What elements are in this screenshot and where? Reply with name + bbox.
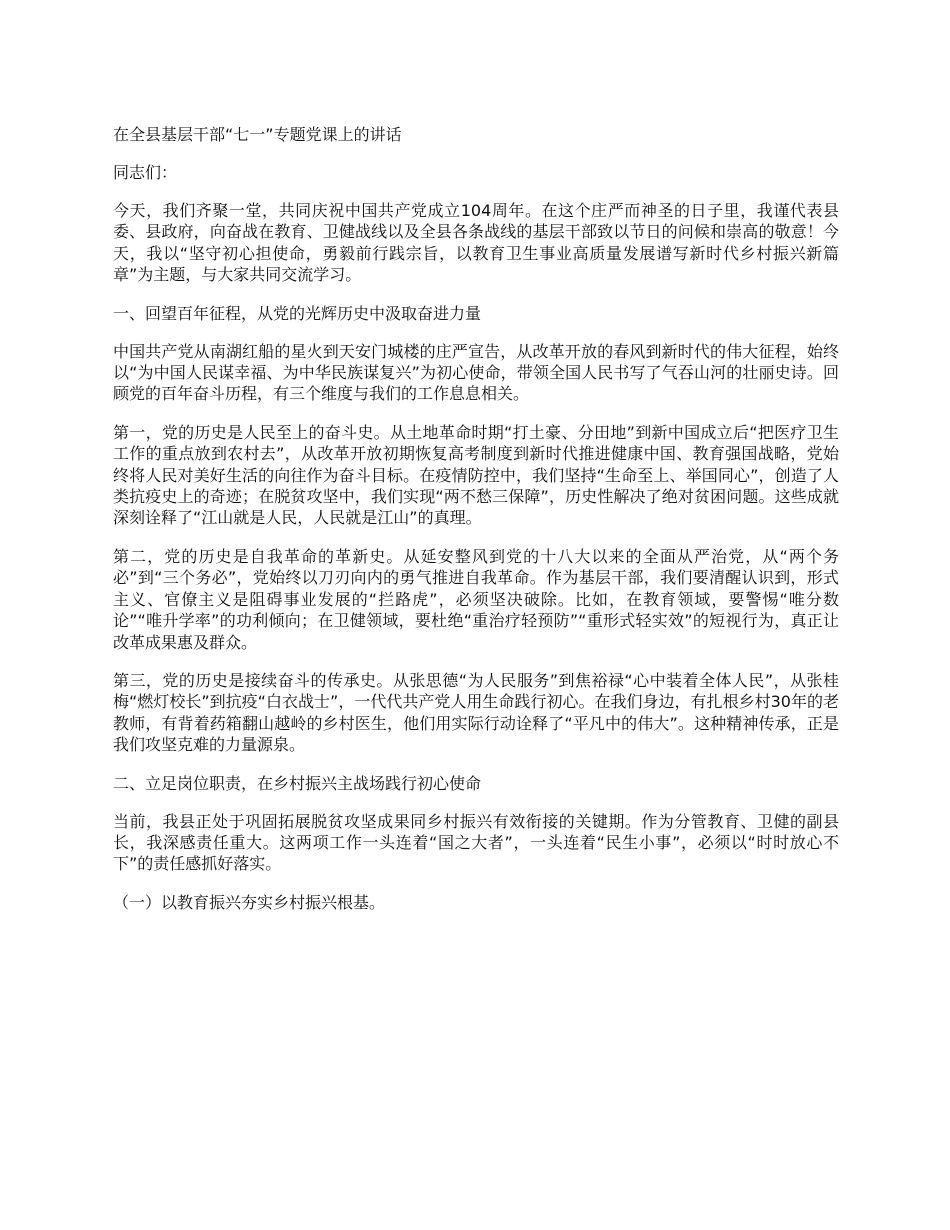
salutation: 同志们： xyxy=(113,163,178,182)
section-1-paragraph-3: 第二，党的历史是自我革命的革新史。从延安整风到党的十八大以来的全面从严治党，从“两个务必”到“三个务必”，党始终以刀刃向内的勇气推进自我革命。作为基层干部，我们要清醒认识到，形式主义、官僚主义是阻碍事业发展的“拦路虎”，必须坚决破除。比如，在教育领域，要警惕“唯分数论”“唯升学率”的功利倾向；在卫健领域，要杜绝“重治疗轻预防”“重形式轻实效”的短视行为，真正让改革成果惠及群众。 xyxy=(113,546,839,652)
section-2-paragraph-1: 当前，我县正处于巩固拓展脱贫攻坚成果同乡村振兴有效衔接的关键期。作为分管教育、卫健的副县长，我深感责任重大。这两项工作一头连着“国之大者”，一头连着“民生小事”，必须以“时时放心不下”的责任感抓好落实。 xyxy=(113,811,839,874)
section-1-paragraph-1: 中国共产党从南湖红船的星火到天安门城楼的庄严宣告，从改革开放的春风到新时代的伟大征程，始终以“为中国人民谋幸福、为中华民族谋复兴”为初心使命，带领全国人民书写了气吞山河的壮丽史诗。回顾党的百年奋斗历程，有三个维度与我们的工作息息相关。 xyxy=(113,341,839,404)
document-page xyxy=(113,124,839,930)
section-1-paragraph-2: 第一，党的历史是人民至上的奋斗史。从土地革命时期“打土豪、分田地”到新中国成立后“把医疗卫生工作的重点放到农村去”，从改革开放初期恢复高考制度到新时代推进健康中国、教育强国战略，党始终将人民对美好生活的向往作为奋斗目标。在疫情防控中，我们坚持“生命至上、举国同心”，创造了人类抗疫史上的奇迹；在脱贫攻坚中，我们实现“两不愁三保障”，历史性解决了绝对贫困问题。这些成就深刻诠释了“江山就是人民，人民就是江山”的真理。 xyxy=(113,422,839,528)
subsection-1-heading: （一）以教育振兴夯实乡村振兴根基。 xyxy=(113,892,386,912)
section-2-heading: 二、立足岗位职责，在乡村振兴主战场践行初心使命 xyxy=(113,773,482,793)
section-1-paragraph-4: 第三，党的历史是接续奋斗的传承史。从张思德“为人民服务”到焦裕禄“心中装着全体人民”，从张桂梅“燃灯校长”到抗疫“白衣战士”，一代代共产党人用生命践行初心。在我们身边，有扎根乡村30年的老教师，有背着药箱翻山越岭的乡村医生，他们用实际行动诠释了“平凡中的伟大”。这种精神传承，正是我们攻坚克难的力量源泉。 xyxy=(113,670,839,755)
intro-paragraph: 今天，我们齐聚一堂，共同庆祝中国共产党成立104周年。在这个庄严而神圣的日子里，我谨代表县委、县政府，向奋战在教育、卫健战线以及全县各条战线的基层干部致以节日的问候和崇高的敬意！今天，我以“坚守初心担使命，勇毅前行践宗旨，以教育卫生事业高质量发展谱写新时代乡村振兴新篇章”为主题，与大家共同交流学习。 xyxy=(113,201,839,285)
section-1-heading: 一、回望百年征程，从党的光辉历史中汲取奋进力量 xyxy=(113,303,482,323)
speech-title: 在全县基层干部“七一”专题党课上的讲话 xyxy=(113,125,402,144)
